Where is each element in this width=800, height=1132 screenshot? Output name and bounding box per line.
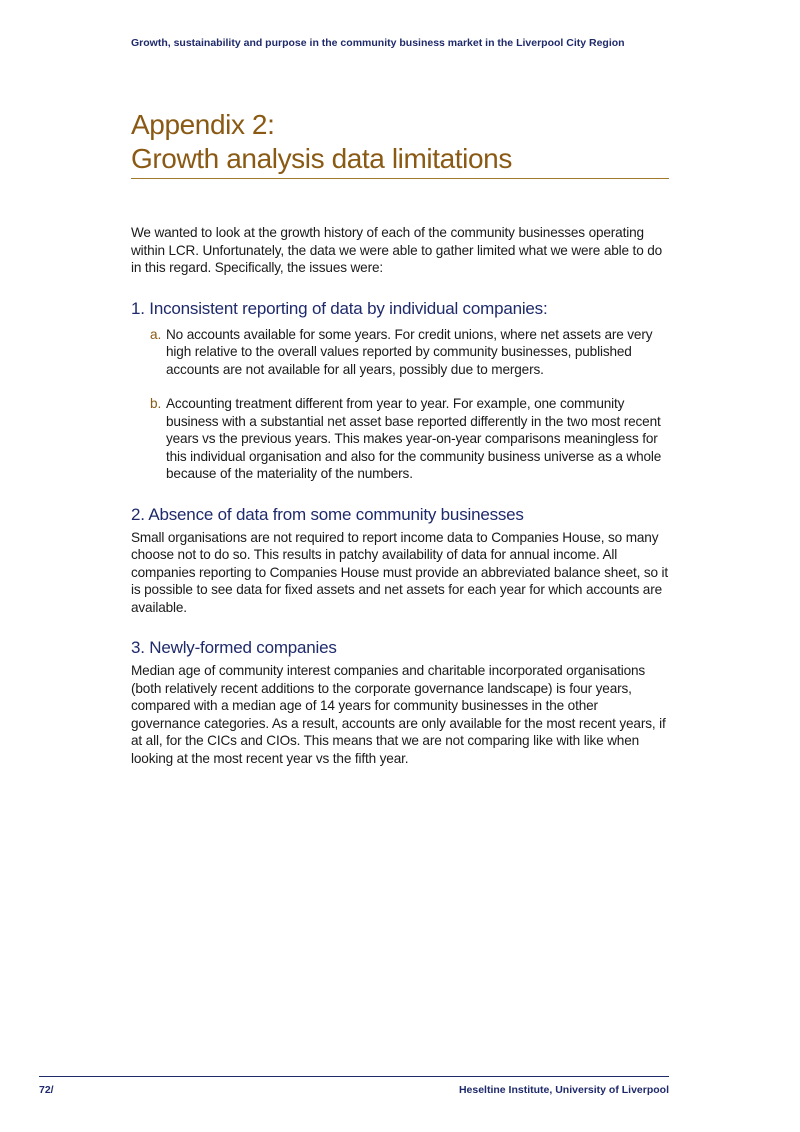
footer-divider (39, 1076, 669, 1077)
section-1-heading: 1. Inconsistent reporting of data by individual companies: (131, 298, 548, 318)
running-header: Growth, sustainability and purpose in the community business market in the Liverpool City Region (131, 37, 625, 49)
page-title (131, 108, 669, 176)
intro-paragraph: We wanted to look at the growth history of each of the community businesses operating within LCR. Unfortunately, the data we were able to gather limited what we were able to do in this regard. Specifically, the issues were: (131, 225, 663, 275)
section-2-heading: 2. Absence of data from some community businesses (131, 504, 524, 524)
section-1-list (131, 326, 671, 483)
list-item-a-text: No accounts available for some years. For credit unions, where net assets are very high relative to the overall values reported by community businesses, published accounts are not available for all years, possibly due to mergers. (166, 326, 653, 377)
list-item-b (131, 395, 671, 483)
title-divider (131, 178, 669, 179)
list-marker-b: b. (150, 396, 162, 411)
list-item-b-text: Accounting treatment different from year to year. For example, one community business with a substantial net asset base reported differently in the two most recent years vs the previous years. This makes year-on-year comparisons meaningless for this individual organisation and also for the community business universe as a whole because of the materiality of the numbers. (166, 396, 662, 481)
footer-source: Heseltine Institute, University of Liverpool (458, 1084, 669, 1096)
main-content (131, 224, 671, 767)
page-title-line-2: Growth analysis data limitations (131, 143, 512, 174)
section-3-heading: 3. Newly-formed companies (131, 638, 337, 657)
list-marker-a: a. (150, 326, 162, 342)
list-item-a (131, 326, 671, 379)
page-title-line-1: Appendix 2: (131, 109, 275, 140)
section-2-body: Small organisations are not required to report income data to Companies House, so many choose not to do so. This results in patchy availability of data for annual income. All companies reporting to Companies House must provide an abbreviated balance sheet, so it is possible to see data for fixed assets and net assets for each year for which accounts are available. (131, 529, 669, 615)
section-3-body: Median age of community interest companies and charitable incorporated organisations (both relatively recent additions to the corporate governance landscape) is four years, compared with a median age of 14 years for community businesses in the other governance categories. As a result, accounts are only available for the most recent years, if at all, for the CICs and CIOs. This means that we are not comparing like with like when looking at the most recent year vs the fifth year. (131, 663, 666, 766)
page-number: 72/ (39, 1084, 54, 1096)
